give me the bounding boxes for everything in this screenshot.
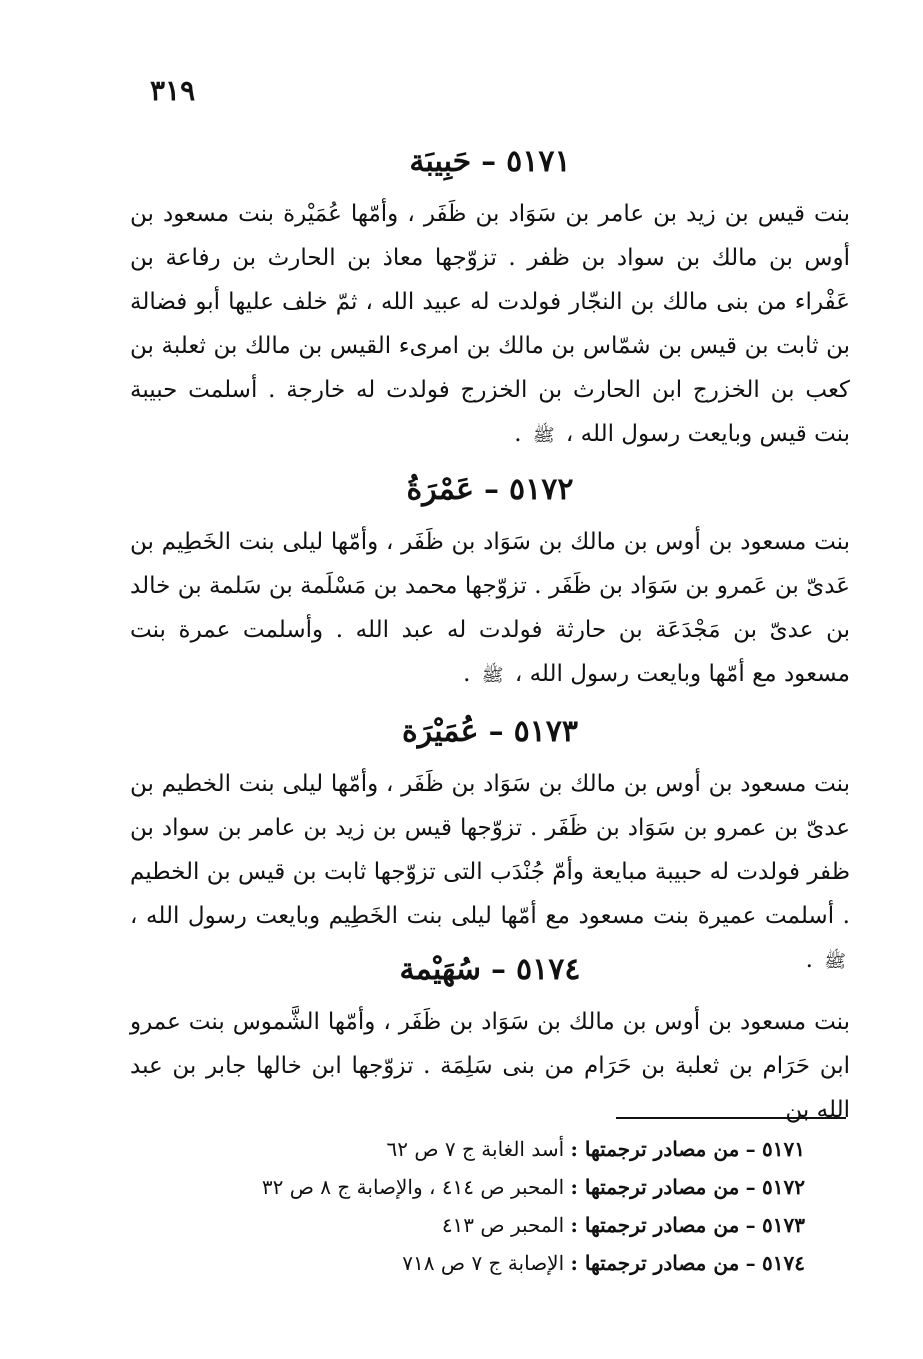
entry-text: بنت مسعود بن أوس بن مالك بن سَوَاد بن ظَفَر ، وأمّها ليلى بنت الخطيم بن عدىّ بن عمرو بن سَوَاد بن ظَفَر . تزوّجها قيس بن زيد بن عامر بن سواد بن ظفر فولدت له حبيبة مبايعة وأمّ جُنْدَب التى تزوّجها ثابت بن قيس بن الخطيم . أسلمت عميرة بنت مسعود مع أمّها ليلى بنت الخَطِيم وبايعت رسول الله ، [130, 771, 850, 929]
footnote-number: ٥١٧٣ [762, 1213, 805, 1237]
entry-text: بنت مسعود بن أوس بن مالك بن سَوَاد بن ظَفَر ، وأمّها الشَّموس بنت عمرو ابن حَرَام بن ثعلبة بن حَرَام من بنى سَلِمَة . تزوّجها ابن خالها جابر بن عبد الله بن [130, 1009, 850, 1123]
entry-dash: – [484, 472, 500, 507]
footnotes [245, 1130, 805, 1282]
footnote-label: من مصادر ترجمتها : [570, 1175, 740, 1199]
page-number: ٣١٩ [150, 74, 196, 107]
entry-number: ٥١٧٤ [516, 952, 581, 987]
entry-dash: – [481, 144, 497, 179]
entry-name: عُمَيْرَة [401, 714, 479, 749]
footnote-divider [616, 1117, 846, 1119]
footnote-number: ٥١٧٢ [762, 1175, 805, 1199]
footnote-label: من مصادر ترجمتها : [570, 1213, 740, 1237]
entry-heading [130, 950, 850, 990]
footnote-label: من مصادر ترجمتها : [570, 1251, 740, 1275]
entry-name: عَمْرَةُ [406, 472, 475, 507]
footnote-dash: – [745, 1175, 756, 1199]
salawat-glyph: ﷺ [481, 665, 504, 686]
entry-name: حَبِيبَة [409, 144, 472, 179]
entry-end: . [514, 421, 522, 447]
entry-heading [130, 142, 850, 182]
footnote-source: أسد الغابة ج ٧ ص ٦٢ [386, 1137, 565, 1161]
entry-number: ٥١٧١ [506, 144, 571, 179]
biography-entry-5174 [130, 950, 850, 1132]
footnote-dash: – [745, 1137, 756, 1161]
entry-body [130, 520, 850, 698]
entry-heading [130, 470, 850, 510]
biography-entry-5172 [130, 470, 850, 698]
footnote-source: الإصابة ج ٧ ص ٧١٨ [402, 1251, 565, 1275]
entry-end: . [463, 661, 471, 687]
footnote-source: المحبر ص ٤١٤ ، والإصابة ج ٨ ص ٣٢ [261, 1175, 565, 1199]
footnote-row [245, 1244, 805, 1282]
footnote-row [245, 1168, 805, 1206]
entry-dash: – [488, 714, 504, 749]
entry-end: . [805, 947, 813, 973]
entry-number: ٥١٧٢ [509, 472, 574, 507]
footnote-source: المحبر ص ٤١٣ [441, 1213, 565, 1237]
salawat-glyph: ﷺ [532, 425, 555, 446]
biography-entry-5171 [130, 142, 850, 458]
entry-dash: – [491, 952, 506, 987]
salawat-glyph: ﷺ [824, 951, 846, 972]
entry-body [130, 1000, 850, 1132]
footnote-number: ٥١٧١ [762, 1137, 805, 1161]
entry-text: بنت مسعود بن أوس بن مالك بن سَوَاد بن ظَفَر ، وأمّها ليلى بنت الخَطِيم بن عَدىّ بن عَمرو بن سَوَاد بن ظَفَر . تزوّجها محمد بن مَسْلَمة بن سَلمة بن خالد بن عدىّ بن مَجْدَعَة بن حارثة فولدت له عبد الله . وأسلمت عمرة بنت مسعود مع أمّها وبايعت رسول الله ، [130, 529, 850, 687]
entry-text: بنت قيس بن زيد بن عامر بن سَوَاد بن ظَفَر ، وأمّها عُمَيْرة بنت مسعود بن أوس بن مالك بن سواد بن ظفر . تزوّجها معاذ بن الحارث بن رفاعة بن عَفْراء من بنى مالك بن النجّار فولدت له عبيد الله ، ثمّ خلف عليها أبو فضالة بن ثابت بن قيس بن شمّاس بن مالك بن امرىء القيس بن مالك بن ثعلبة بن كعب بن الخزرج ابن الحارث بن الخزرج فولدت له خارجة . أسلمت حبيبة بنت قيس وبايعت رسول الله ، [130, 201, 850, 447]
footnote-dash: – [745, 1213, 756, 1237]
footnote-number: ٥١٧٤ [762, 1251, 805, 1275]
footnote-label: من مصادر ترجمتها : [570, 1137, 740, 1161]
footnote-row [245, 1206, 805, 1244]
entry-body [130, 192, 850, 458]
biography-entry-5173 [130, 712, 850, 984]
footnote-dash: – [745, 1251, 756, 1275]
footnote-row [245, 1130, 805, 1168]
entry-number: ٥١٧٣ [513, 714, 579, 749]
entry-heading [130, 712, 850, 752]
entry-name: سُهَيْمة [399, 952, 481, 987]
